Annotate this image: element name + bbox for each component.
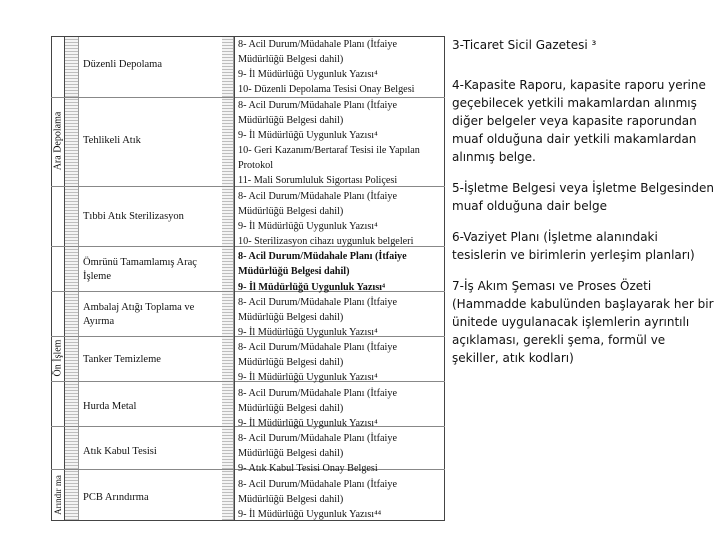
category-tanker-temizleme: Tanker Temizleme	[83, 353, 221, 367]
category-tehlikeli-atik: Tehlikeli Atık	[83, 134, 221, 148]
requirements-list	[238, 37, 444, 522]
category-tibbi-atik: Tıbbi Atık Sterilizasyon	[83, 210, 221, 224]
group-arindirma	[51, 469, 65, 521]
requirement-line: 9- İl Müdürlüğü Uygunluk Yazısı⁴	[238, 129, 378, 141]
requirement-line: 9- İl Müdürlüğü Uygunluk Yazısı⁴	[238, 326, 378, 338]
hatch-column-right	[222, 37, 234, 520]
group-label-arindirma: Arındır ma	[52, 475, 63, 515]
requirement-line: 11- Mali Sorumluluk Sigortası Poliçesi	[238, 175, 398, 187]
category-atik-kabul: Atık Kabul Tesisi	[83, 445, 221, 459]
group-label-on-islem: Ön İşlem	[52, 339, 63, 376]
note-vaziyet-plani: 6-Vaziyet Planı (İşletme alanındaki tesislerin ve birimlerin yerleşim planları)	[452, 230, 695, 262]
requirement-line: Müdürlüğü Belgesi dahil)	[238, 493, 344, 505]
requirement-line: 8- Acil Durum/Müdahale Planı (İtfaiye	[238, 251, 407, 263]
requirement-line: Müdürlüğü Belgesi dahil)	[238, 311, 344, 323]
requirement-line: 8- Acil Durum/Müdahale Planı (İtfaiye	[238, 296, 397, 308]
requirement-line: 8- Acil Durum/Müdahale Planı (İtfaiye	[238, 190, 397, 202]
requirement-line: 10- Düzenli Depolama Tesisi Onay Belgesi	[238, 84, 415, 96]
requirement-line: 9- İl Müdürlüğü Uygunluk Yazısı⁴	[238, 69, 378, 81]
notes-list	[452, 36, 714, 380]
hatch-column-left	[65, 37, 79, 520]
note-ticaret-sicil: 3-Ticaret Sicil Gazetesi ³	[452, 38, 597, 52]
requirement-line: 10- Geri Kazanım/Bertaraf Tesisi ile Yapılan	[238, 145, 420, 157]
requirement-line: 9- İl Müdürlüğü Uygunluk Yazısı⁴	[238, 281, 386, 293]
note-is-akim-semasi: 7-İş Akım Şeması ve Proses Özeti (Hammadde kabulünden başlayarak her bir ünitede uygulanacak işlemlerin ayrıntılı açıklaması, gerekli şema, formül ve şekiller, atık kodları)	[452, 279, 714, 365]
requirement-line: 8- Acil Durum/Müdahale Planı (İtfaiye	[238, 478, 397, 490]
requirement-line: Protokol	[238, 160, 274, 172]
requirement-line: Müdürlüğü Belgesi dahil)	[238, 114, 344, 126]
requirement-line: 9- İl Müdürlüğü Uygunluk Yazısı⁴	[238, 417, 378, 429]
note-kapasite-raporu: 4-Kapasite Raporu, kapasite raporu yerine geçebilecek yetkili makamlardan alınmış diğer belgeler veya kapasite raporundan muaf olduğuna dair yetkili makamlardan alınmış belge.	[452, 78, 706, 164]
requirement-line: Müdürlüğü Belgesi dahil)	[238, 205, 344, 217]
requirement-line: 8- Acil Durum/Müdahale Planı (İtfaiye	[238, 99, 397, 111]
requirement-line: 10- Sterilizasyon cihazı uygunluk belgeleri	[238, 236, 414, 248]
note-isletme-belgesi: 5-İşletme Belgesi veya İşletme Belgesinden muaf olduğuna dair belge	[452, 181, 715, 213]
column-divider	[234, 36, 235, 521]
requirement-line: Müdürlüğü Belgesi dahil)	[238, 54, 344, 66]
requirement-line: Müdürlüğü Belgesi dahil)	[238, 402, 344, 414]
requirement-line: 8- Acil Durum/Müdahale Planı (İtfaiye	[238, 433, 397, 445]
requirement-line: 9- İl Müdürlüğü Uygunluk Yazısı⁴⁴	[238, 508, 382, 520]
requirement-line: 9- İl Müdürlüğü Uygunluk Yazısı⁴	[238, 220, 378, 232]
category-ambalaj-atigi: Ambalaj Atığı Toplama ve Ayırma	[83, 301, 221, 329]
group-label-ara-depolama: Ara Depolama	[52, 111, 63, 171]
category-pcb-arindirma: PCB Arındırma	[83, 491, 221, 505]
requirement-line: Müdürlüğü Belgesi dahil)	[238, 357, 344, 369]
group-on-islem	[51, 246, 65, 469]
requirement-line: Müdürlüğü Belgesi dahil)	[238, 266, 350, 278]
requirement-line: Müdürlüğü Belgesi dahil)	[238, 448, 344, 460]
requirement-line: 8- Acil Durum/Müdahale Planı (İtfaiye	[238, 342, 397, 354]
category-duzenli-depolama: Düzenli Depolama	[83, 58, 221, 72]
requirement-line: 8- Acil Durum/Müdahale Planı (İtfaiye	[238, 387, 397, 399]
requirement-line: 9- İl Müdürlüğü Uygunluk Yazısı⁴	[238, 372, 378, 384]
category-hurda-metal: Hurda Metal	[83, 400, 221, 414]
group-ara-depolama	[51, 36, 65, 246]
requirement-line: 9- Atık Kabul Tesisi Onay Belgesi	[238, 463, 378, 475]
category-otomobil-isleme: Ömrünü Tamamlamış Araç İşleme	[83, 256, 221, 284]
requirement-line: 8- Acil Durum/Müdahale Planı (İtfaiye	[238, 39, 397, 50]
